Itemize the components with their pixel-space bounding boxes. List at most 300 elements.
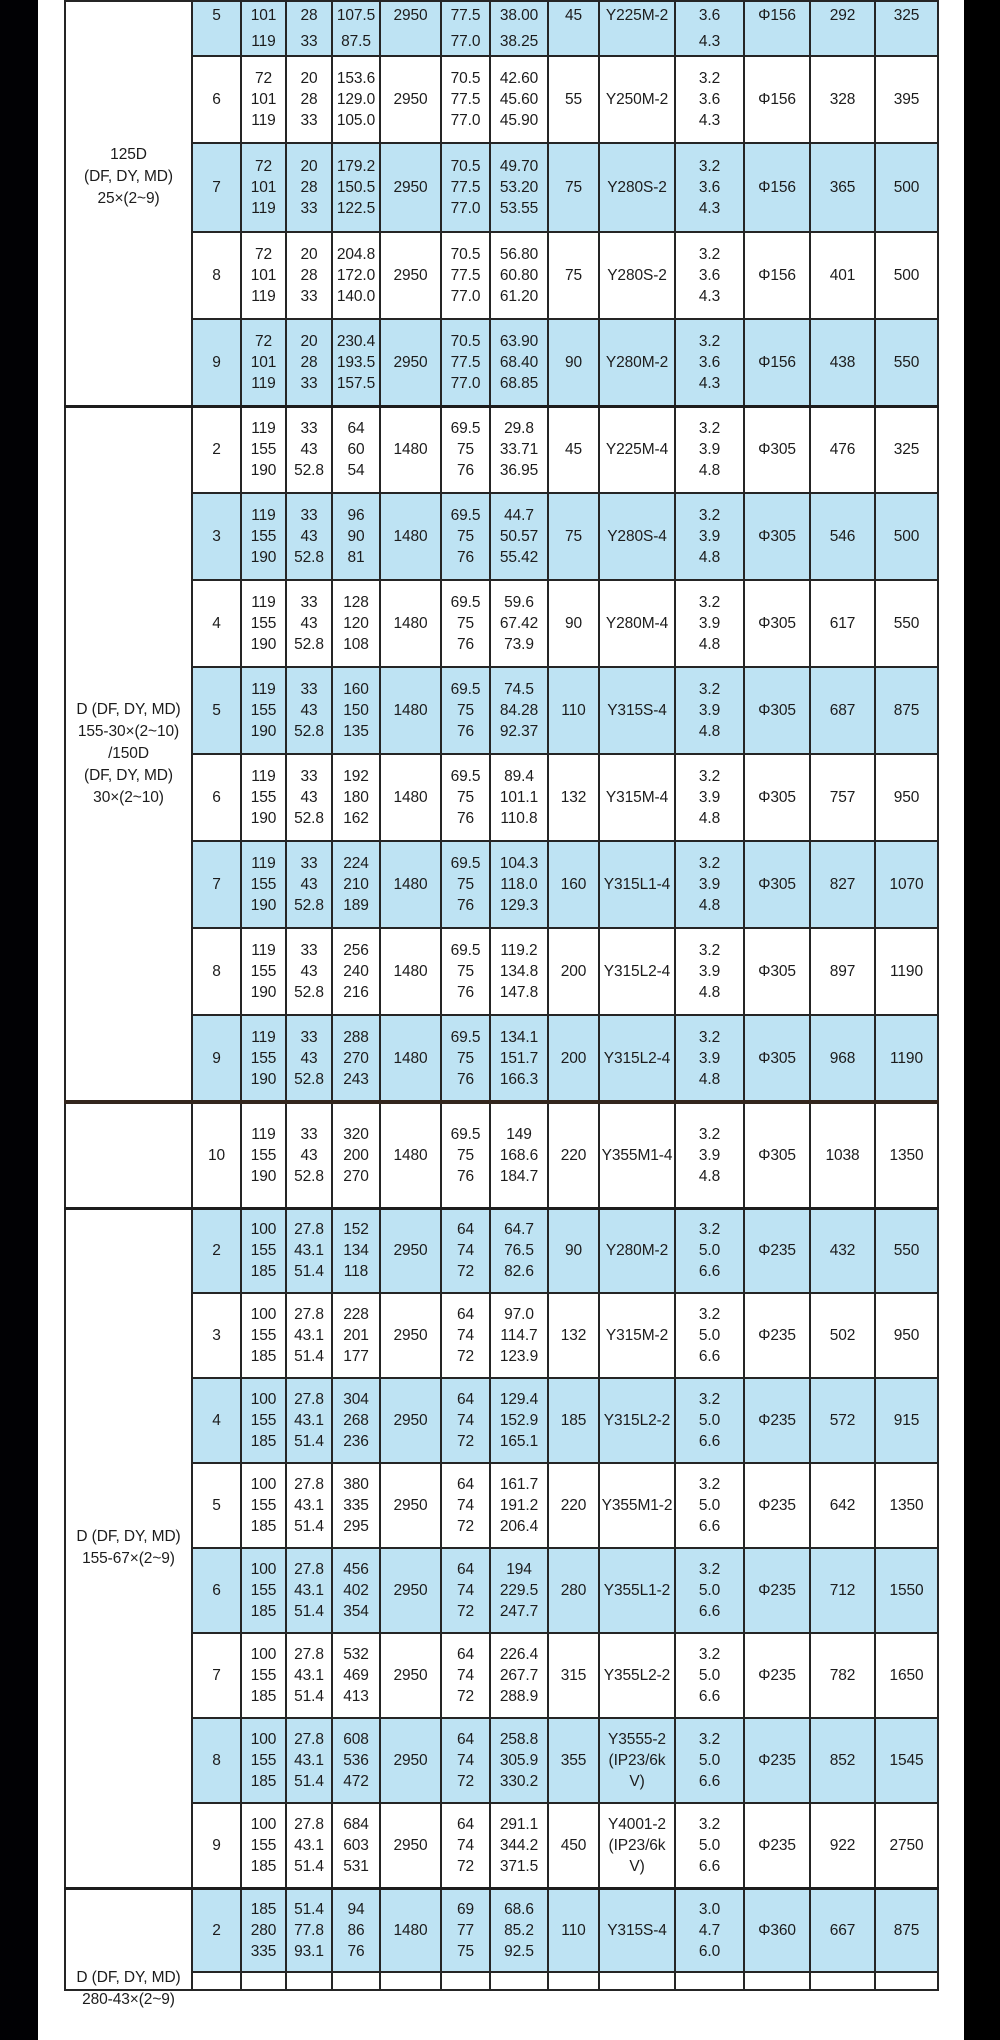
cell-flow-b xyxy=(286,580,332,667)
cell-value-line: 240 xyxy=(343,963,369,980)
cell-value-line: 76 xyxy=(456,897,475,914)
cell-value-line: 100 xyxy=(250,1306,277,1323)
cell-flow-b xyxy=(286,1972,332,1990)
cell-power xyxy=(490,1633,548,1718)
cell-value-line: 77.0 xyxy=(450,288,481,305)
cell-efficiency xyxy=(441,1888,490,1972)
cell-value-line: 185 xyxy=(250,1688,277,1705)
cell-power xyxy=(490,1378,548,1463)
cell-stage xyxy=(192,667,241,754)
cell-value-line: 155 xyxy=(250,441,277,459)
cell-value-line: 101 xyxy=(250,179,277,196)
cell-value-line: 33 xyxy=(300,374,318,392)
cell-value-line: 75 xyxy=(456,876,475,893)
cell-value-line: 3.2 xyxy=(698,158,721,175)
cell-value-line: 75 xyxy=(456,1049,475,1067)
cell-motor-power xyxy=(548,1888,599,1972)
cell-value-line: 51.4 xyxy=(294,1773,324,1790)
cell-value-line: Y4001-2 xyxy=(608,1815,666,1833)
cell-value-line: 119 xyxy=(251,200,276,217)
cell-value-line: 155 xyxy=(250,615,277,632)
cell-value-line: Φ156 xyxy=(758,353,796,371)
cell-power xyxy=(490,667,548,754)
cell-power xyxy=(490,232,548,319)
cell-value-line: 68.6 xyxy=(504,1900,534,1918)
cell-value-line: 7 xyxy=(212,179,221,196)
cell-value-line: 3.9 xyxy=(698,441,721,459)
cell-npsh xyxy=(675,1208,744,1293)
cell-value-line: 77.0 xyxy=(450,374,481,392)
cell-weight xyxy=(810,1102,875,1208)
cell-value-line: 73.9 xyxy=(504,636,534,653)
cell-value-line: 123.9 xyxy=(499,1348,539,1365)
cell-value-line: 120 xyxy=(343,615,369,632)
cell-impeller-dia xyxy=(744,1015,810,1102)
cell-power xyxy=(490,1888,548,1972)
cell-value-line: 87.5 xyxy=(341,33,371,50)
cell-value-line: 43.1 xyxy=(294,1752,324,1769)
cell-value-line: 51.4 xyxy=(294,1603,324,1620)
cell-value-line: 1480 xyxy=(393,1146,428,1164)
group-label-line: 155-67×(2~9) xyxy=(82,1550,175,1567)
cell-value-line: 603 xyxy=(343,1836,369,1854)
cell-value-line: 60.80 xyxy=(499,267,539,284)
cell-value-line: 185 xyxy=(250,1263,277,1281)
cell-price xyxy=(875,1803,938,1888)
cell-impeller-dia xyxy=(744,1463,810,1548)
cell-value-line: Φ305 xyxy=(758,876,796,893)
cell-value-line: 325 xyxy=(893,7,920,24)
cell-value-line: 76 xyxy=(456,810,475,827)
cell-weight xyxy=(810,319,875,406)
cell-value-line: 3.6 xyxy=(698,91,721,108)
cell-motor-power xyxy=(548,1378,599,1463)
cell-value-line: 155 xyxy=(250,963,277,980)
cell-value-line: 3.2 xyxy=(698,1561,721,1578)
cell-value-line: 129.4 xyxy=(499,1391,539,1408)
cell-efficiency xyxy=(441,143,490,232)
cell-motor-power xyxy=(548,1015,599,1102)
cell-value-line: 135 xyxy=(343,723,369,740)
cell-value-line: 69.5 xyxy=(450,768,481,785)
cell-value-line: 119 xyxy=(251,1028,276,1046)
cell-value-line: 177 xyxy=(343,1348,369,1365)
cell-efficiency xyxy=(441,1015,490,1102)
cell-npsh xyxy=(675,1015,744,1102)
cell-flow-a xyxy=(241,1718,286,1803)
cell-head xyxy=(332,1378,380,1463)
cell-value-line: 42.60 xyxy=(499,70,539,87)
cell-motor-power xyxy=(548,1633,599,1718)
cell-value-line: 6 xyxy=(212,1582,221,1599)
cell-value-line: Φ305 xyxy=(758,1049,796,1067)
cell-weight xyxy=(810,1718,875,1803)
cell-value-line: 150 xyxy=(343,702,369,719)
cell-value-line: Y315M-2 xyxy=(605,1327,669,1344)
cell-motor-power xyxy=(548,1548,599,1633)
cell-motor-power xyxy=(548,1972,599,1990)
cell-value-line: 72 xyxy=(456,1773,475,1790)
cell-value-line: 119 xyxy=(251,594,276,611)
cell-value-line: Y250M-2 xyxy=(605,91,669,108)
cell-value-line: 155 xyxy=(250,1836,277,1854)
cell-value-line: 2950 xyxy=(393,91,428,108)
cell-value-line: 2950 xyxy=(393,267,428,284)
cell-value-line: 72 xyxy=(456,1857,475,1875)
cell-value-line: 33 xyxy=(300,33,318,50)
cell-motor-model xyxy=(599,406,675,493)
cell-value-line: 3.2 xyxy=(698,855,721,872)
cell-value-line: 27.8 xyxy=(294,1306,324,1323)
cell-npsh xyxy=(675,1718,744,1803)
cell-weight xyxy=(810,1633,875,1718)
cell-efficiency xyxy=(441,1718,490,1803)
table-row xyxy=(65,1102,938,1208)
cell-motor-model xyxy=(599,754,675,841)
cell-value-line: 76 xyxy=(456,636,475,653)
cell-value-line: 100 xyxy=(250,1815,277,1833)
cell-value-line: 3.9 xyxy=(698,702,721,719)
cell-value-line: 110.8 xyxy=(500,810,538,827)
cell-value-line: 75 xyxy=(456,1146,475,1164)
cell-value-line: 228 xyxy=(343,1306,369,1323)
cell-power xyxy=(490,580,548,667)
cell-value-line: 395 xyxy=(893,91,920,108)
cell-value-line: 200 xyxy=(343,1146,369,1164)
cell-value-line: Φ235 xyxy=(758,1327,796,1344)
cell-power xyxy=(490,1972,548,1990)
cell-value-line: 5.0 xyxy=(698,1412,721,1429)
cell-value-line: 75 xyxy=(456,963,475,980)
cell-motor-model xyxy=(599,232,675,319)
cell-efficiency xyxy=(441,1548,490,1633)
cell-value-line: 190 xyxy=(250,984,277,1001)
cell-efficiency xyxy=(441,1,490,56)
cell-npsh xyxy=(675,1102,744,1208)
cell-value-line: 3.6 xyxy=(698,7,721,24)
cell-stage xyxy=(192,1888,241,1972)
cell-value-line: 77.5 xyxy=(450,7,481,24)
cell-efficiency xyxy=(441,1102,490,1208)
cell-value-line: 4.8 xyxy=(698,1070,721,1088)
cell-value-line: 20 xyxy=(300,70,318,87)
cell-value-line: 33 xyxy=(300,420,318,438)
cell-value-line: 531 xyxy=(343,1857,369,1875)
cell-efficiency xyxy=(441,1378,490,1463)
cell-value-line: 6.6 xyxy=(698,1773,721,1790)
cell-head xyxy=(332,1718,380,1803)
cell-value-line: 5.0 xyxy=(698,1667,721,1684)
cell-impeller-dia xyxy=(744,928,810,1015)
cell-value-line: Y315L2-2 xyxy=(603,1412,671,1429)
cell-value-line: 75 xyxy=(456,615,475,632)
spec-table-region xyxy=(64,0,938,2040)
cell-npsh xyxy=(675,319,744,406)
cell-value-line: 110 xyxy=(561,702,586,719)
cell-impeller-dia xyxy=(744,1208,810,1293)
cell-flow-b xyxy=(286,1718,332,1803)
cell-value-line: 72 xyxy=(456,1348,475,1365)
cell-value-line: 1038 xyxy=(825,1146,860,1164)
cell-value-line: 100 xyxy=(250,1646,277,1663)
table-row xyxy=(65,754,938,841)
cell-value-line: 134.1 xyxy=(499,1028,539,1046)
cell-value-line: 49.70 xyxy=(499,158,539,175)
cell-npsh xyxy=(675,56,744,143)
cell-value-line: 3.9 xyxy=(698,1049,721,1067)
cell-value-line: 28 xyxy=(300,179,318,196)
cell-motor-model xyxy=(599,319,675,406)
cell-head xyxy=(332,580,380,667)
cell-value-line: 84.28 xyxy=(499,702,539,719)
cell-value-line: 100 xyxy=(250,1731,277,1748)
cell-value-line: 92.37 xyxy=(499,723,539,740)
cell-value-line: 69.5 xyxy=(450,1028,481,1046)
cell-value-line: 20 xyxy=(300,158,318,175)
cell-impeller-dia xyxy=(744,580,810,667)
cell-value-line: 155 xyxy=(250,1327,277,1344)
cell-value-line: 67.42 xyxy=(499,615,539,632)
cell-value-line: 236 xyxy=(343,1433,369,1450)
cell-motor-model xyxy=(599,1718,675,1803)
cell-value-line: 90 xyxy=(564,1242,583,1260)
cell-value-line: 335 xyxy=(250,1942,277,1960)
cell-value-line: 4.8 xyxy=(698,549,721,566)
cell-value-line: 1480 xyxy=(393,528,428,545)
cell-head xyxy=(332,319,380,406)
cell-value-line: 10 xyxy=(207,1146,226,1164)
cell-value-line: 69.5 xyxy=(450,420,481,438)
cell-value-line: 2950 xyxy=(393,1752,428,1769)
cell-value-line: Y280S-2 xyxy=(607,267,667,284)
cell-value-line: 140.0 xyxy=(336,288,376,305)
cell-value-line: 119 xyxy=(251,1125,276,1143)
cell-value-line: 27.8 xyxy=(294,1646,324,1663)
cell-value-line: 852 xyxy=(829,1752,856,1769)
cell-value-line: 288 xyxy=(343,1028,369,1046)
cell-npsh xyxy=(675,1548,744,1633)
cell-value-line: 2950 xyxy=(393,1412,428,1429)
cell-price xyxy=(875,406,938,493)
cell-value-line: 5.0 xyxy=(698,1497,721,1514)
table-row xyxy=(65,1548,938,1633)
cell-value-line: 185 xyxy=(250,1433,277,1450)
cell-flow-a xyxy=(241,754,286,841)
cell-value-line: 77 xyxy=(456,1921,475,1939)
cell-head xyxy=(332,1,380,56)
cell-price xyxy=(875,1378,938,1463)
cell-value-line: 64 xyxy=(456,1221,475,1239)
cell-value-line: 44.7 xyxy=(504,507,534,524)
cell-value-line: 3.2 xyxy=(698,1731,721,1748)
cell-value-line: 550 xyxy=(893,353,920,371)
cell-value-line: 3.9 xyxy=(698,876,721,893)
cell-value-line: 922 xyxy=(829,1836,856,1854)
cell-value-line: 684 xyxy=(343,1815,369,1833)
cell-value-line: 74 xyxy=(456,1752,475,1769)
cell-motor-model xyxy=(599,1,675,56)
cell-head xyxy=(332,1888,380,1972)
cell-value-line: 456 xyxy=(343,1561,369,1578)
cell-stage xyxy=(192,143,241,232)
cell-value-line: 190 xyxy=(250,1070,277,1088)
cell-value-line: Φ305 xyxy=(758,789,796,806)
cell-value-line: 63.90 xyxy=(499,332,539,350)
cell-value-line: 69.5 xyxy=(450,1125,481,1143)
cell-flow-a xyxy=(241,1015,286,1102)
cell-value-line: 2950 xyxy=(393,353,428,371)
cell-npsh xyxy=(675,1293,744,1378)
cell-flow-b xyxy=(286,667,332,754)
cell-motor-model xyxy=(599,1378,675,1463)
cell-value-line: 687 xyxy=(829,702,856,719)
cell-value-line: 185 xyxy=(250,1603,277,1620)
cell-value-line: 101 xyxy=(250,91,277,108)
cell-value-line: 6.6 xyxy=(698,1688,721,1705)
cell-value-line: 155 xyxy=(250,1146,277,1164)
cell-efficiency xyxy=(441,1972,490,1990)
cell-value-line: 76 xyxy=(456,984,475,1001)
cell-value-line: 101 xyxy=(250,353,277,371)
cell-npsh xyxy=(675,1463,744,1548)
cell-value-line: 572 xyxy=(829,1412,856,1429)
cell-value-line: Y225M-4 xyxy=(605,441,669,459)
cell-stage xyxy=(192,580,241,667)
cell-value-line: 3.6 xyxy=(698,267,721,284)
table-row xyxy=(65,56,938,143)
cell-value-line: (IP23/6k xyxy=(608,1836,666,1854)
cell-value-line: Y355M1-4 xyxy=(601,1146,673,1164)
cell-value-line: 4.7 xyxy=(698,1921,721,1939)
cell-flow-b xyxy=(286,754,332,841)
cell-value-line: 53.55 xyxy=(499,200,539,217)
cell-value-line: 108 xyxy=(343,636,369,653)
cell-motor-model xyxy=(599,1803,675,1888)
cell-value-line: 190 xyxy=(250,810,277,827)
cell-value-line: 51.4 xyxy=(294,1857,324,1875)
cell-value-line: 72 xyxy=(456,1603,475,1620)
cell-head xyxy=(332,841,380,928)
cell-value-line: 2950 xyxy=(393,1582,428,1599)
table-row xyxy=(65,1015,938,1102)
cell-value-line: 1480 xyxy=(393,441,428,459)
cell-value-line: 335 xyxy=(343,1497,369,1514)
cell-value-line: 344.2 xyxy=(499,1836,539,1854)
cell-value-line: 185 xyxy=(250,1348,277,1365)
cell-value-line: 93.1 xyxy=(294,1942,324,1960)
cell-weight xyxy=(810,56,875,143)
cell-value-line: Φ305 xyxy=(758,441,796,459)
cell-value-line: 72 xyxy=(254,70,273,87)
cell-value-line: 827 xyxy=(829,876,856,893)
cell-flow-b xyxy=(286,1,332,56)
cell-weight xyxy=(810,754,875,841)
cell-head xyxy=(332,1208,380,1293)
cell-value-line: 155 xyxy=(250,702,277,719)
cell-motor-power xyxy=(548,319,599,406)
cell-value-line: 3 xyxy=(212,528,221,545)
cell-value-line: 74 xyxy=(456,1412,475,1429)
cell-value-line: 72 xyxy=(456,1263,475,1281)
cell-impeller-dia xyxy=(744,1972,810,1990)
cell-value-line: 950 xyxy=(893,1327,920,1344)
cell-value-line: Y280M-4 xyxy=(605,615,669,632)
cell-value-line: 72 xyxy=(254,332,273,350)
cell-value-line: 64 xyxy=(456,1731,475,1748)
cell-value-line: 69.5 xyxy=(450,507,481,524)
cell-value-line: 2950 xyxy=(393,7,428,24)
cell-stage xyxy=(192,1015,241,1102)
cell-value-line: 29.8 xyxy=(504,420,534,438)
cell-value-line: 72 xyxy=(254,246,273,263)
cell-value-line: 450 xyxy=(560,1836,587,1854)
cell-value-line: 52.8 xyxy=(294,1167,324,1185)
cell-value-line: 500 xyxy=(893,528,920,545)
cell-flow-b xyxy=(286,928,332,1015)
cell-flow-b xyxy=(286,1548,332,1633)
cell-value-line: 155 xyxy=(250,1242,277,1260)
cell-value-line: 166.3 xyxy=(499,1070,539,1088)
cell-value-line: 43.1 xyxy=(294,1582,324,1599)
cell-value-line: 75 xyxy=(456,702,475,719)
cell-value-line: 320 xyxy=(343,1125,369,1143)
table-row xyxy=(65,1208,938,1293)
cell-value-line: 216 xyxy=(343,984,369,1001)
cell-value-line: 43.1 xyxy=(294,1412,324,1429)
cell-motor-model xyxy=(599,1633,675,1718)
cell-flow-a xyxy=(241,319,286,406)
cell-value-line: 268 xyxy=(343,1412,369,1429)
cell-value-line: 270 xyxy=(343,1167,369,1185)
cell-flow-a xyxy=(241,1102,286,1208)
cell-weight xyxy=(810,493,875,580)
cell-price xyxy=(875,1633,938,1718)
cell-value-line: 8 xyxy=(212,963,221,980)
cell-speed xyxy=(380,1803,441,1888)
cell-value-line: 288.9 xyxy=(499,1688,539,1705)
cell-value-line: 3.2 xyxy=(698,768,721,785)
cell-impeller-dia xyxy=(744,232,810,319)
table-row xyxy=(65,928,938,1015)
cell-efficiency xyxy=(441,319,490,406)
cell-impeller-dia xyxy=(744,56,810,143)
cell-value-line: 168.6 xyxy=(499,1146,539,1164)
cell-motor-power xyxy=(548,841,599,928)
cell-value-line: 1480 xyxy=(393,615,428,632)
cell-value-line: 92.5 xyxy=(504,1942,534,1960)
cell-price xyxy=(875,1972,938,1990)
cell-motor-power xyxy=(548,1102,599,1208)
cell-value-line: Y280S-4 xyxy=(607,528,667,545)
cell-value-line: 230.4 xyxy=(336,332,376,350)
cell-value-line: Φ156 xyxy=(758,179,796,196)
cell-flow-a xyxy=(241,667,286,754)
cell-value-line: 101 xyxy=(250,267,277,284)
cell-value-line: 28 xyxy=(300,353,318,371)
cell-speed xyxy=(380,1015,441,1102)
cell-value-line: 210 xyxy=(343,876,369,893)
cell-value-line: 432 xyxy=(829,1242,856,1260)
cell-value-line: 52.8 xyxy=(294,636,324,653)
cell-flow-a xyxy=(241,1803,286,1888)
cell-value-line: 6 xyxy=(212,789,221,806)
cell-value-line: 3.2 xyxy=(698,681,721,698)
cell-value-line: 3.2 xyxy=(698,1815,721,1833)
cell-head xyxy=(332,1972,380,1990)
cell-value-line: 104.3 xyxy=(499,855,539,872)
cell-weight xyxy=(810,1803,875,1888)
cell-stage xyxy=(192,1208,241,1293)
